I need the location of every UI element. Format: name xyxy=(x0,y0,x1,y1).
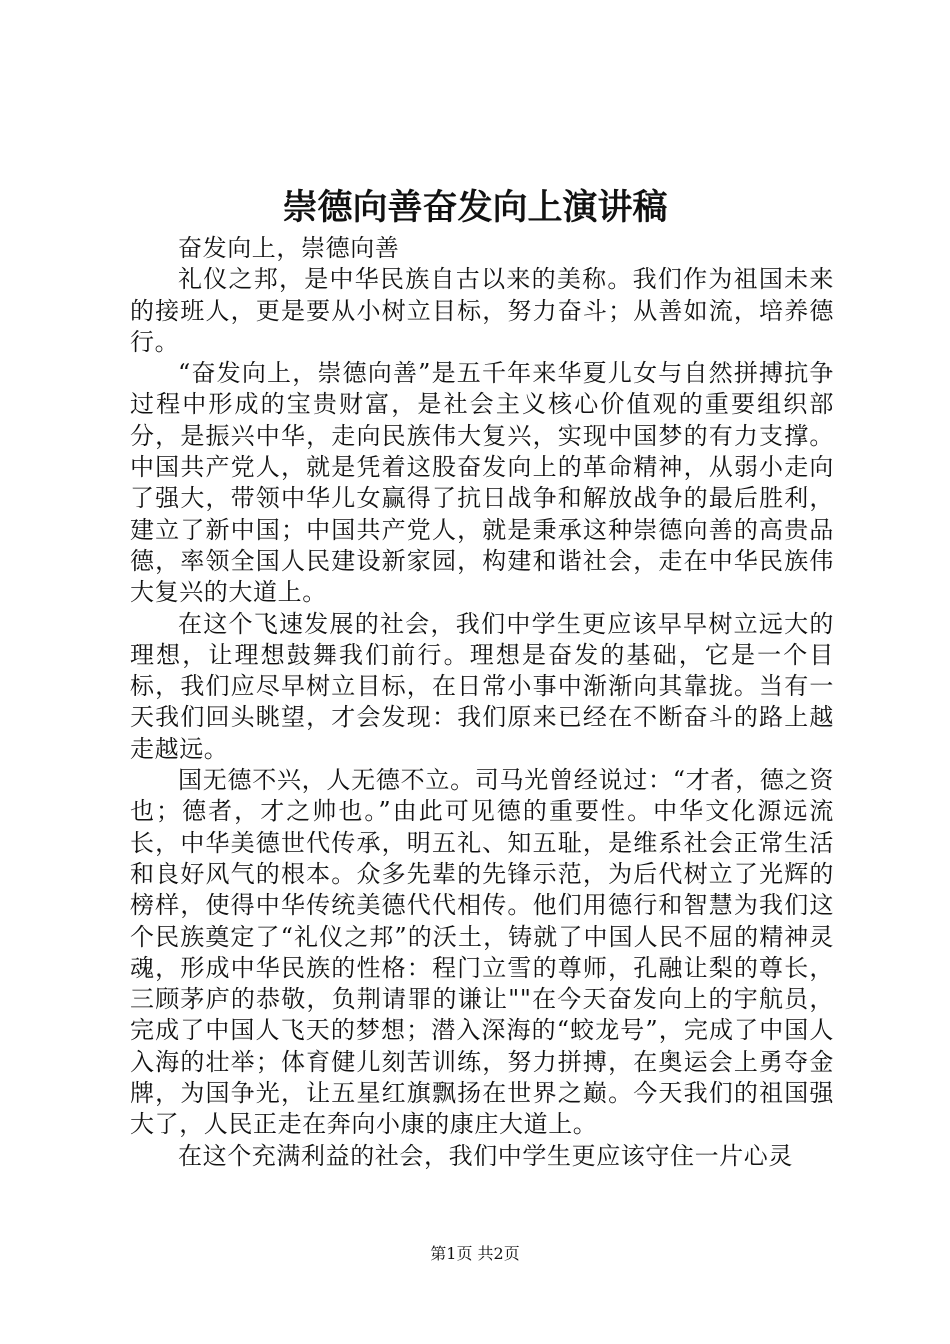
paragraph: 在这个飞速发展的社会，我们中学生更应该早早树立远大的理想，让理想鼓舞我们前行。理想是奋发的基础，它是一个目标，我们应尽早树立目标，在日常小事中渐渐向其靠拢。当有一天我们回头眺望，才会发现：我们原来已经在不断奋斗的路上越走越远。 xyxy=(130,609,834,763)
paragraph: 国无德不兴，人无德不立。司马光曾经说过：“才者，德之资也；德者，才之帅也。”由此可见德的重要性。中华文化源远流长，中华美德世代传承，明五礼、知五耻，是维系社会正常生活和良好风气的根本。众多先辈的先锋示范，为后代树立了光辉的榜样，使得中华传统美德代代相传。他们用德行和智慧为我们这个民族奠定了“礼仪之邦”的沃土，铸就了中国人民不屈的精神灵魂，形成中华民族的性格：程门立雪的尊师，孔融让梨的尊长，三顾茅庐的恭敬，负荆请罪的谦让""在今天奋发向上的宇航员，完成了中国人飞天的梦想；潜入深海的“蛟龙号”，完成了中国人入海的壮举；体育健儿刻苦训练，努力拼搏，在奥运会上勇夺金牌，为国争光，让五星红旗飘扬在世界之巅。今天我们的祖国强大了，人民正走在奔向小康的康庄大道上。 xyxy=(130,766,834,1139)
document-body xyxy=(130,233,834,1172)
page-number-footer: 第1页 共2页 xyxy=(430,1244,520,1263)
paragraph: 礼仪之邦，是中华民族自古以来的美称。我们作为祖国未来的接班人，更是要从小树立目标，努力奋斗；从善如流，培养德行。 xyxy=(130,265,834,356)
document-title: 崇德向善奋发向上演讲稿 xyxy=(282,187,668,228)
paragraph: “奋发向上，崇德向善”是五千年来华夏儿女与自然拼搏抗争过程中形成的宝贵财富，是社会主义核心价值观的重要组织部分，是振兴中华，走向民族伟大复兴，实现中国梦的有力支撑。中国共产党人，就是凭着这股奋发向上的革命精神，从弱小走向了强大，带领中华儿女赢得了抗日战争和解放战争的最后胜利，建立了新中国；中国共产党人，就是秉承这种崇德向善的高贵品德，率领全国人民建设新家园，构建和谐社会，走在中华民族伟大复兴的大道上。 xyxy=(130,359,834,607)
paragraph-subtitle: 奋发向上，崇德向善 xyxy=(178,234,400,262)
paragraph: 在这个充满利益的社会，我们中学生更应该守住一片心灵 xyxy=(178,1141,793,1170)
